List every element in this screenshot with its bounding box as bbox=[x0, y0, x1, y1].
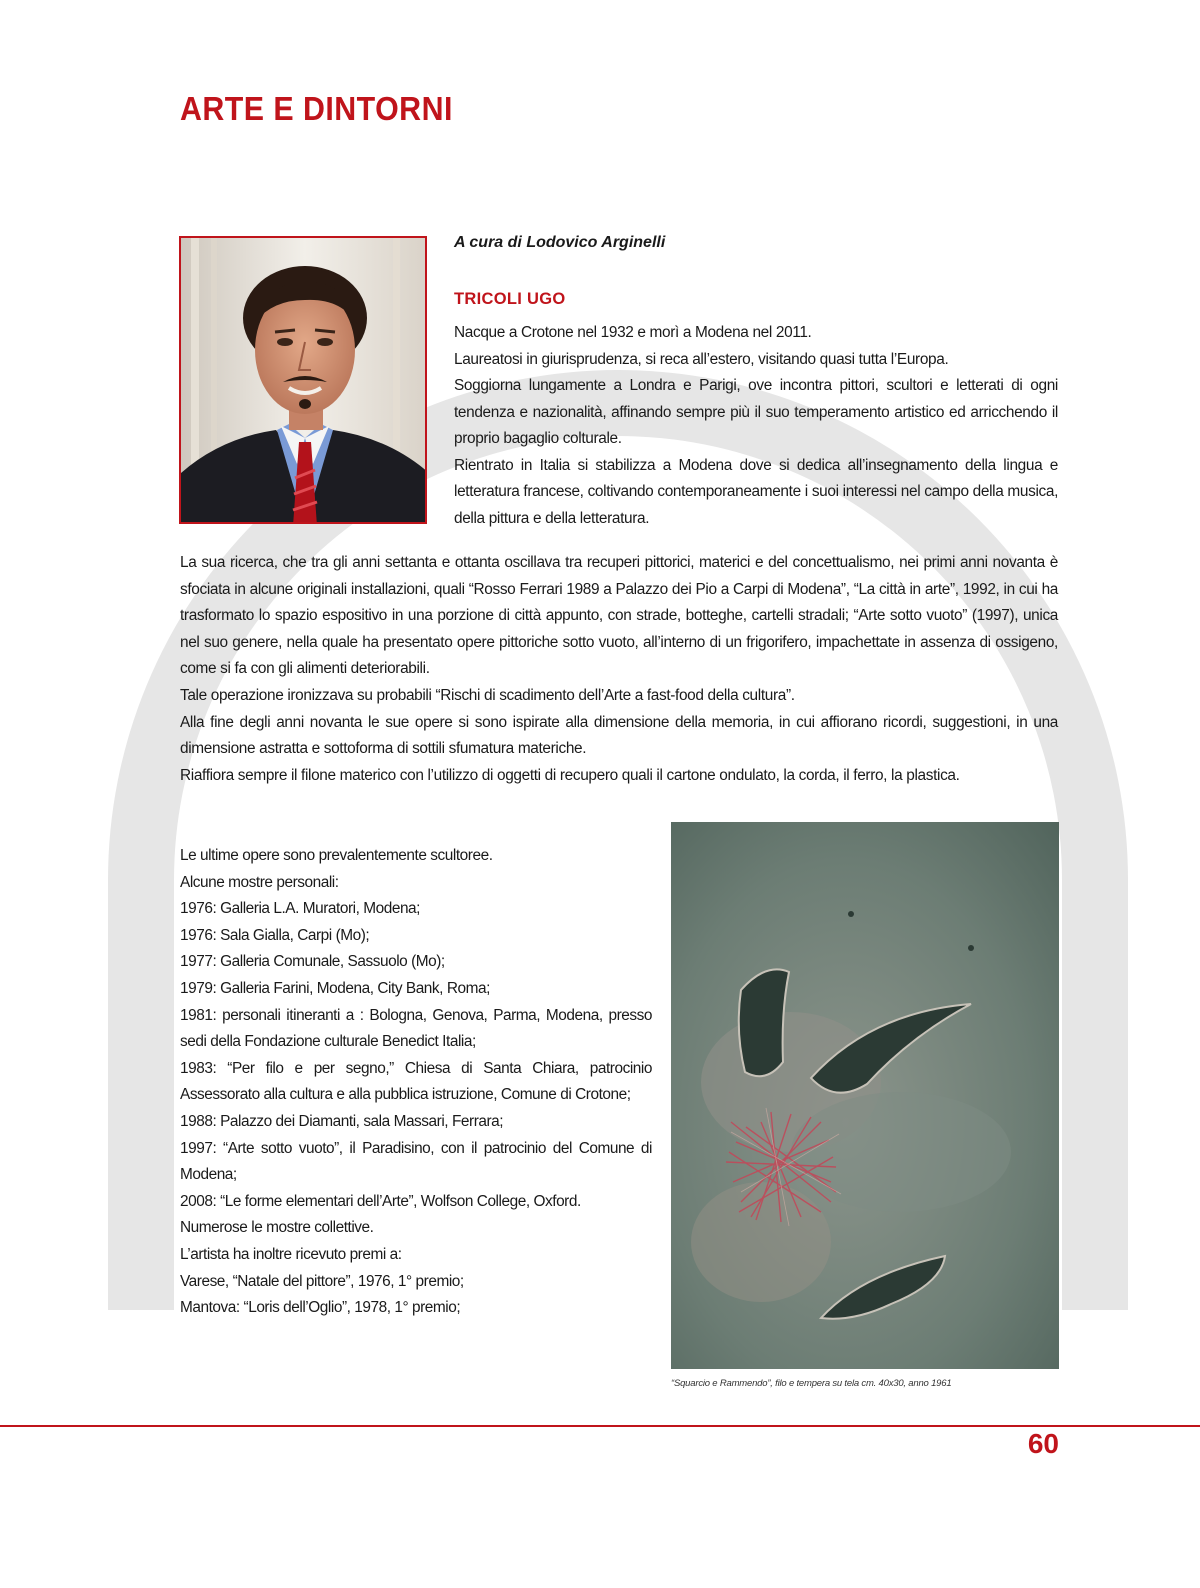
list-item: 1988: Palazzo dei Diamanti, sala Massari, Ferrara; bbox=[180, 1112, 504, 1130]
artist-portrait bbox=[179, 236, 427, 524]
body-paragraph: La sua ricerca, che tra gli anni settanta e ottanta oscillava tra recuperi pittorici, materici e del concettualismo, nei primi anni novanta è sfociata in alcune originali installazioni, quali “Rosso Ferrari 1989 a Palazzo dei Pio a Carpi di Modena”, “La città in arte”, 1992, in cui ha trasformato lo spazio espositivo in una porzione di città appunto, con strade, botteghe, cartelli stradali; “Arte sotto vuoto” (1997), unica nel suo genere, nella quale ha presentato opere pittoriche sotto vuoto, all’interno di un frigorifero, impachettate in assenza di ossigeno, come si fa con gli alimenti deteriorabili. bbox=[180, 554, 1058, 678]
portrait-image bbox=[181, 238, 427, 524]
list-item: Mantova: “Loris dell’Oglio”, 1978, 1° premio; bbox=[180, 1299, 461, 1317]
footer-rule bbox=[0, 1425, 1200, 1427]
list-item: Alcune mostre personali: bbox=[180, 873, 339, 891]
list-item: Varese, “Natale del pittore”, 1976, 1° premio; bbox=[180, 1272, 464, 1290]
page-number: 60 bbox=[1027, 1428, 1059, 1459]
intro-paragraph: Laureatosi in giurisprudenza, si reca all’estero, visitando quasi tutta l’Europa. bbox=[454, 350, 949, 368]
section-title: ARTE E DINTORNI bbox=[180, 90, 453, 127]
body-paragraph: Riaffiora sempre il filone materico con l’utilizzo di oggetti di recupero quali il cartone ondulato, la corda, il ferro, la plastica. bbox=[180, 766, 960, 784]
artist-name: TRICOLI UGO bbox=[454, 290, 566, 308]
body-text bbox=[180, 550, 1058, 789]
list-item: Le ultime opere sono prevalentemente scultoree. bbox=[180, 847, 493, 864]
intro-paragraph: Soggiorna lungamente a Londra e Parigi, ove incontra pittori, scultori e letterati di ogni tendenza e nazionalità, affinando sempre più il suo temperamento artistico ed arricchendo il proprio bagaglio colturale. bbox=[454, 377, 1058, 447]
list-item: 1981: personali itineranti a : Bologna, Genova, Parma, Modena, presso sedi della Fondazione culturale Benedict Italia; bbox=[180, 1006, 652, 1051]
list-item: 1976: Sala Gialla, Carpi (Mo); bbox=[180, 926, 370, 944]
artwork-painting bbox=[671, 822, 1059, 1369]
list-item: 1979: Galleria Farini, Modena, City Bank, Roma; bbox=[180, 979, 490, 997]
body-paragraph: Tale operazione ironizzava su probabili “Rischi di scadimento dell’Arte a fast-food della cultura”. bbox=[180, 686, 795, 704]
body-paragraph: Alla fine degli anni novanta le sue opere si sono ispirate alla dimensione della memoria, in cui affiorano ricordi, suggestioni, in una dimensione astratta e sottoforma di sottili sfumatura materiche. bbox=[180, 713, 1058, 758]
list-item: L’artista ha inoltre ricevuto premi a: bbox=[180, 1245, 402, 1263]
byline: A cura di Lodovico Arginelli bbox=[454, 234, 666, 251]
list-item: 1983: “Per filo e per segno,” Chiesa di Santa Chiara, patrocinio Assessorato alla cultura e alla pubblica istruzione, Comune di Crotone; bbox=[180, 1059, 652, 1104]
artwork-image bbox=[671, 822, 1059, 1369]
intro-text bbox=[454, 320, 1058, 532]
list-item: 2008: “Le forme elementari dell’Arte”, Wolfson College, Oxford. bbox=[180, 1192, 581, 1210]
exhibitions-list bbox=[180, 843, 652, 1322]
intro-paragraph: Nacque a Crotone nel 1932 e morì a Modena nel 2011. bbox=[454, 324, 812, 341]
list-item: 1976: Galleria L.A. Muratori, Modena; bbox=[180, 900, 420, 918]
list-item: 1977: Galleria Comunale, Sassuolo (Mo); bbox=[180, 953, 445, 971]
artwork-caption: “Squarcio e Rammendo”, filo e tempera su tela cm. 40x30, anno 1961 bbox=[671, 1378, 952, 1389]
intro-paragraph: Rientrato in Italia si stabilizza a Modena dove si dedica all’insegnamento della lingua e letteratura francese, coltivando contemporaneamente i suoi interessi nel campo della musica, della pittura e della letteratura. bbox=[454, 456, 1058, 527]
list-item: 1997: “Arte sotto vuoto”, il Paradisino, con il patrocinio del Comune di Modena; bbox=[180, 1139, 652, 1184]
list-item: Numerose le mostre collettive. bbox=[180, 1219, 374, 1237]
